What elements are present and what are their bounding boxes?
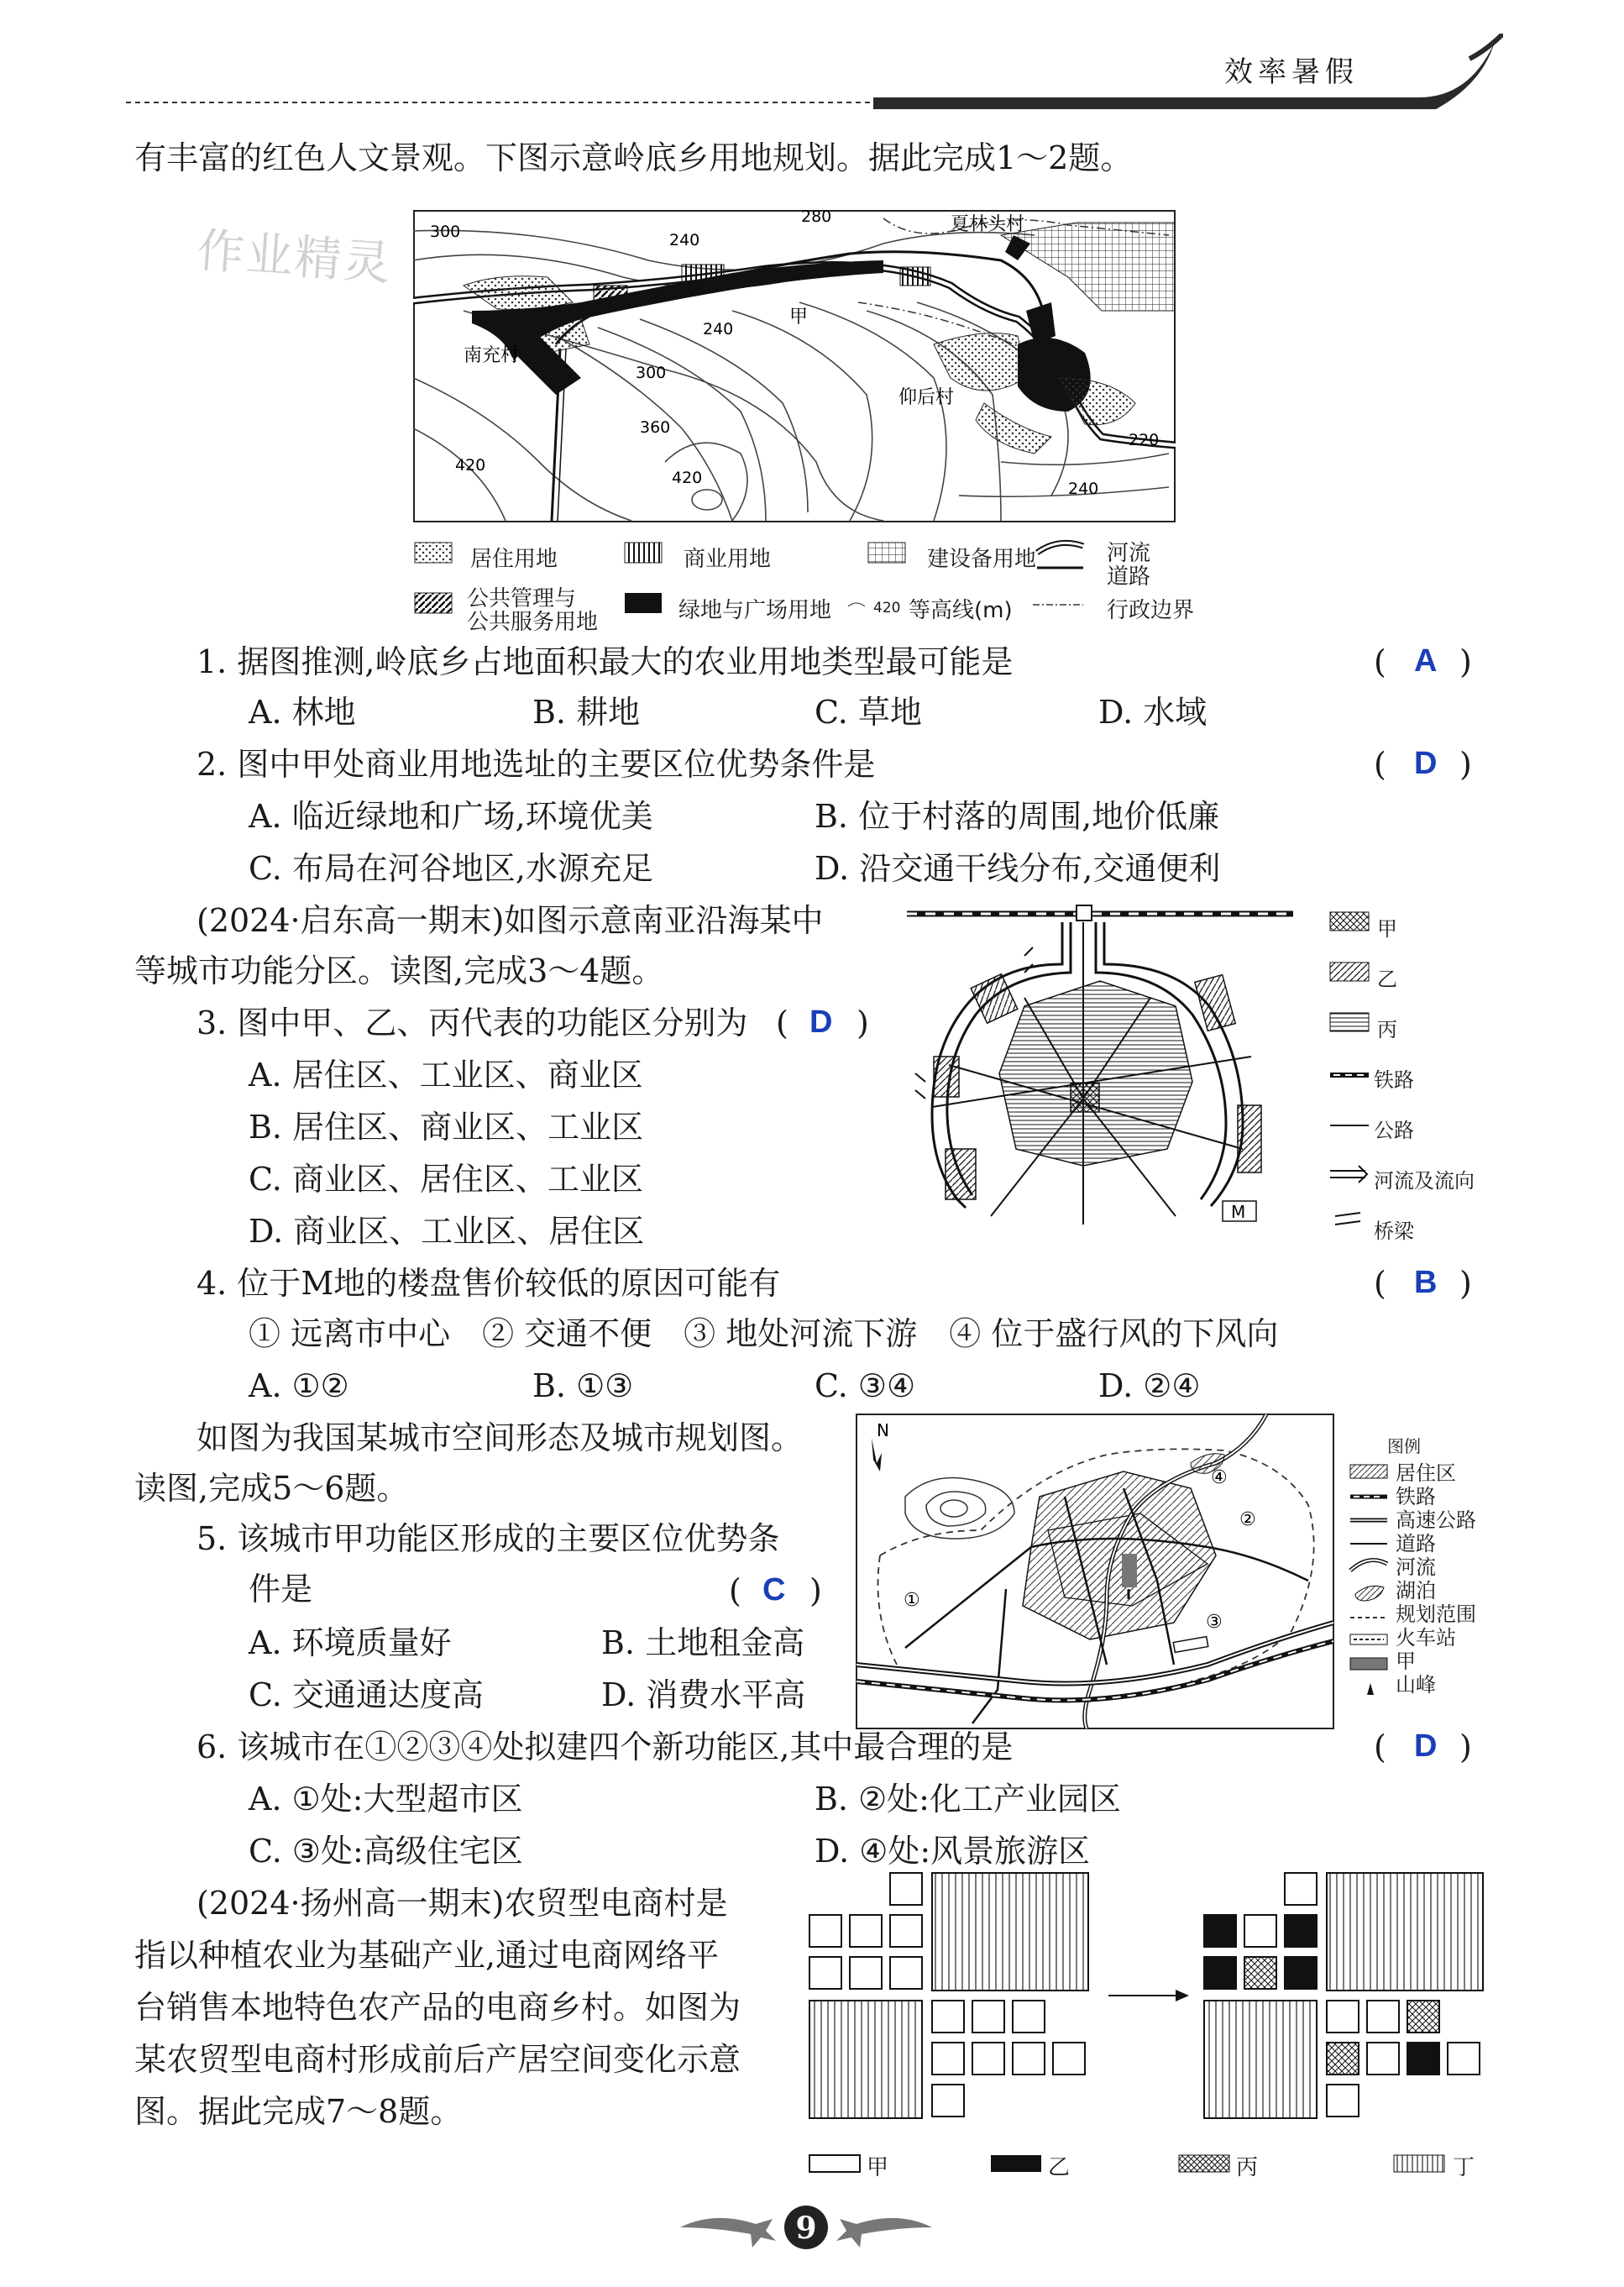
- q4-option-a[interactable]: A. ①②: [249, 1367, 349, 1404]
- map4-legend-symbols: [806, 2150, 1562, 2175]
- q3-paren-close: ): [857, 1004, 869, 1041]
- q1-paren-close: ): [1459, 643, 1472, 680]
- place-xialintou: 夏林头村: [951, 214, 1025, 235]
- place-jia: 甲: [789, 307, 809, 328]
- q4-option-d[interactable]: D. ②④: [1098, 1367, 1201, 1404]
- intro-text-4e: 图。据此完成7～8题。: [134, 2093, 463, 2130]
- intro-text-2a: (2024·启东高一期末)如图示意南亚沿海某中: [196, 902, 824, 939]
- legend-public-1: 公共管理与: [467, 586, 577, 611]
- map2-legend-yi: 乙: [1377, 968, 1397, 991]
- map3-legend-item: 规划范围: [1396, 1602, 1476, 1626]
- map3-north-label: N: [877, 1420, 889, 1440]
- q5-paren-close: ): [809, 1572, 822, 1609]
- header-rule: [126, 34, 1503, 109]
- q2-paren-open: (: [1374, 746, 1386, 783]
- map3-legend-item: 湖泊: [1396, 1579, 1436, 1602]
- q6-paren-close: ): [1459, 1728, 1472, 1765]
- map3-legend-item: 火车站: [1396, 1626, 1456, 1650]
- intro-text-4a: (2024·扬州高一期末)农贸型电商村是: [196, 1885, 728, 1922]
- legend-public-2: 公共服务用地: [467, 610, 599, 635]
- q2-paren-close: ): [1459, 746, 1472, 783]
- intro-text-4b: 指以种植农业为基础产业,通过电商网络平: [134, 1937, 720, 1974]
- map3-legend-symbols: [1347, 1461, 1392, 1713]
- contour-label: 300: [636, 364, 667, 382]
- place-nanchong: 南充村: [464, 345, 520, 366]
- q5-option-b[interactable]: B. 土地租金高: [601, 1624, 805, 1661]
- city-planning-map: [855, 1413, 1337, 1732]
- q2-option-b[interactable]: B. 位于村落的周围,地价低廉: [815, 798, 1220, 835]
- q5-option-c[interactable]: C. 交通通达度高: [249, 1676, 484, 1713]
- intro-text-2b: 等城市功能分区。读图,完成3～4题。: [134, 952, 664, 989]
- q4-items: ① 远离市中心 ② 交通不便 ③ 地处河流下游 ④ 位于盛行风的下风向: [249, 1315, 1279, 1352]
- q4-option-c[interactable]: C. ③④: [815, 1367, 916, 1404]
- q5-option-d[interactable]: D. 消费水平高: [601, 1676, 806, 1713]
- map3-legend-title: 图例: [1387, 1436, 1421, 1456]
- intro-text-4c: 台销售本地特色农产品的电商乡村。如图为: [134, 1989, 741, 2026]
- q5-answer: C: [762, 1572, 786, 1608]
- q1-option-b[interactable]: B. 耕地: [532, 694, 641, 731]
- map3-legend-item: 高速公路: [1396, 1508, 1476, 1532]
- q6-paren-open: (: [1374, 1728, 1386, 1765]
- map2-legend-railway: 铁路: [1374, 1068, 1414, 1092]
- map2-legend-jia: 甲: [1377, 917, 1397, 941]
- contour-label: 280: [801, 210, 832, 226]
- q4-answer: B: [1414, 1265, 1438, 1300]
- legend-construction-reserve: 建设备用地: [927, 547, 1037, 572]
- q1-stem: 1. 据图推测,岭底乡占地面积最大的农业用地类型最可能是: [196, 643, 1014, 680]
- map3-legend-item: 河流: [1396, 1555, 1436, 1579]
- contour-label: 300: [430, 223, 461, 241]
- contour-label: 220: [1129, 431, 1160, 449]
- legend-residential: 居住用地: [470, 547, 558, 572]
- map3-marker-1: ①: [904, 1590, 920, 1611]
- contour-label: 240: [703, 320, 734, 338]
- q4-option-b[interactable]: B. ①③: [532, 1367, 634, 1404]
- q5-stem-2: 件是: [249, 1571, 313, 1608]
- legend-road: 道路: [1107, 564, 1151, 590]
- q2-option-d[interactable]: D. 沿交通干线分布,交通便利: [815, 850, 1221, 887]
- map4-legend-bing: 丙: [1236, 2155, 1259, 2180]
- q3-option-a[interactable]: A. 居住区、工业区、商业区: [249, 1057, 643, 1094]
- village-change-diagram: [806, 1870, 1570, 2138]
- q3-option-b[interactable]: B. 居住区、商业区、工业区: [249, 1109, 644, 1146]
- contour-label: 420: [455, 456, 486, 475]
- q5-paren-open: (: [729, 1572, 741, 1609]
- map3-legend-labels: [1396, 1461, 1480, 1697]
- legend-contour-num: 420: [873, 600, 901, 616]
- q2-stem: 2. 图中甲处商业用地选址的主要区位优势条件是: [196, 746, 876, 783]
- map2-legend-highway: 公路: [1374, 1119, 1414, 1142]
- q6-option-b[interactable]: B. ②处:化工产业园区: [815, 1781, 1121, 1818]
- header-title: 效率暑假: [1224, 55, 1359, 89]
- q1-option-d[interactable]: D. 水域: [1098, 694, 1208, 731]
- q1-paren-open: (: [1374, 643, 1386, 680]
- q1-option-c[interactable]: C. 草地: [815, 694, 922, 731]
- q3-paren-open: (: [776, 1004, 788, 1041]
- place-yanghou: 仰后村: [898, 387, 955, 408]
- map3-legend-item: 山峰: [1396, 1673, 1436, 1697]
- q4-paren-open: (: [1374, 1265, 1386, 1302]
- intro-text-4d: 某农贸型电商村形成前后产居空间变化示意: [134, 2041, 741, 2078]
- legend-green: 绿地与广场用地: [678, 598, 832, 623]
- legend-commercial: 商业用地: [684, 547, 772, 572]
- contour-label: 420: [672, 469, 703, 487]
- q5-option-a[interactable]: A. 环境质量好: [249, 1624, 452, 1661]
- intro-text-3b: 读图,完成5～6题。: [134, 1470, 409, 1507]
- map3-marker-4: ④: [1211, 1467, 1228, 1488]
- map3-marker-2: ②: [1239, 1509, 1256, 1530]
- map2-legend-river: 河流及流向: [1374, 1169, 1475, 1193]
- map4-legend-ding: 丁: [1453, 2155, 1475, 2180]
- q4-paren-close: ): [1459, 1265, 1472, 1302]
- q2-option-a[interactable]: A. 临近绿地和广场,环境优美: [249, 798, 653, 835]
- q6-stem: 6. 该城市在①②③④处拟建四个新功能区,其中最合理的是: [196, 1728, 1014, 1765]
- q3-answer: D: [809, 1004, 833, 1040]
- intro-text-3a: 如图为我国某城市空间形态及城市规划图。: [196, 1419, 804, 1456]
- city-zoning-map: [898, 897, 1302, 1233]
- watermark: 作业精灵: [195, 223, 394, 292]
- intro-text-1: 有丰富的红色人文景观。下图示意岭底乡用地规划。据此完成1～2题。: [134, 139, 1133, 176]
- map3-legend-item: 居住区: [1396, 1461, 1456, 1485]
- legend-admin: 行政边界: [1107, 598, 1195, 623]
- q6-answer: D: [1414, 1728, 1438, 1764]
- legend-contour: 等高线(m): [909, 598, 1013, 623]
- map3-legend-item: 甲: [1396, 1650, 1416, 1673]
- legend-river: 河流: [1107, 541, 1151, 566]
- map3-legend-item: 铁路: [1396, 1485, 1436, 1508]
- land-use-map-svg: [413, 210, 1176, 522]
- q2-option-c[interactable]: C. 布局在河谷地区,水源充足: [249, 850, 653, 887]
- contour-label: 240: [1068, 480, 1099, 498]
- q5-stem-1: 5. 该城市甲功能区形成的主要区位优势条: [196, 1520, 780, 1557]
- q4-stem: 4. 位于M地的楼盘售价较低的原因可能有: [196, 1265, 781, 1302]
- q1-option-a[interactable]: A. 林地: [249, 694, 356, 731]
- q2-answer: D: [1414, 746, 1438, 781]
- map4-legend-jia: 甲: [867, 2155, 889, 2180]
- map2-label-m: M: [1231, 1202, 1246, 1222]
- map4-legend-yi: 乙: [1048, 2155, 1071, 2180]
- land-use-map: [413, 210, 1176, 522]
- contour-label: 240: [669, 231, 700, 249]
- q6-option-c[interactable]: C. ③处:高级住宅区: [249, 1833, 523, 1870]
- q3-option-d[interactable]: D. 商业区、工业区、居住区: [249, 1213, 645, 1250]
- map2-legend-symbols: [1327, 904, 1377, 1240]
- page-number: 9: [795, 2211, 817, 2246]
- map3-legend-item: 道路: [1396, 1532, 1436, 1555]
- map2-legend-bridge: 桥梁: [1374, 1220, 1414, 1243]
- map3-marker-3: ③: [1206, 1612, 1223, 1633]
- map2-legend-bing: 丙: [1377, 1018, 1397, 1041]
- q6-option-d[interactable]: D. ④处:风景旅游区: [815, 1833, 1091, 1870]
- contour-label: 360: [640, 418, 671, 437]
- q3-stem: 3. 图中甲、乙、丙代表的功能区分别为: [196, 1004, 748, 1041]
- q3-option-c[interactable]: C. 商业区、居住区、工业区: [249, 1161, 643, 1198]
- q1-answer: A: [1414, 643, 1438, 679]
- q6-option-a[interactable]: A. ①处:大型超市区: [249, 1781, 523, 1818]
